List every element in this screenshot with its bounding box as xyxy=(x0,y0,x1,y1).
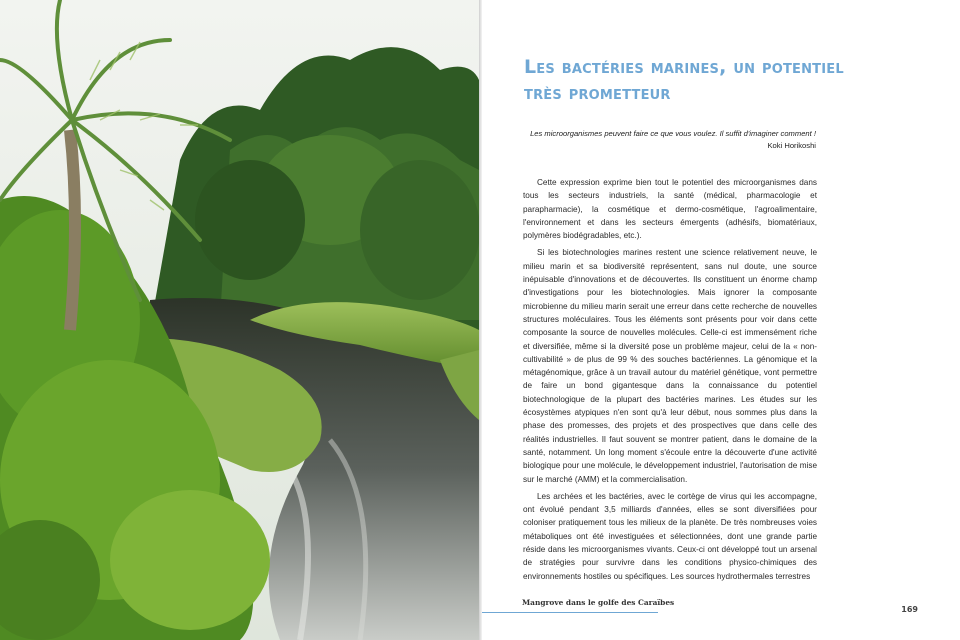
photo-caption: Mangrove dans le golfe des Caraïbes xyxy=(522,598,675,607)
paragraph: Cette expression exprime bien tout le potentiel des microorganismes dans tous les secteurs industriels, la santé (médical, pharmacologie et parapharmacie), la cosmétique et dermo-cosmétique, l'agroalimentaire, l'environnement et dans les secteurs émergents (adhésifs, biomatériaux, polymères biodégradables, etc.). xyxy=(523,178,817,241)
epigraph-quote: Les microorganismes peuvent faire ce que vous voulez. Il suffit d'imaginer comment ! xyxy=(530,129,816,138)
paragraph: Les archées et les bactéries, avec le cortège de virus qui les accompagne, ont évolué pendant 3,5 milliards d'années, elles se sont diversifiées pour coloniser pratiquement tous les milieux de la planète. De très nombreuses voies métaboliques ont été investiguées et sélectionnées, dont une grande partie réside dans les microorganismes vivants. Ceux-ci ont développé tout un arsenal de stratégies pour survivre dans les conditions physico-chimiques des environnements hostiles ou spécifiques. Les sources hydrothermales terrestres xyxy=(523,491,817,581)
page-number: 169 xyxy=(901,605,918,614)
epigraph-author: Koki Horikoshi xyxy=(767,141,816,150)
body-text xyxy=(523,176,817,587)
paragraph: Si les biotechnologies marines restent une science relativement neuve, le milieu marin et sa biodiversité représentent, sans nul doute, une source inépuisable d'innovations et de découvertes. Ils constituent un énorme champ d'investigations pour les biotechnologies. Mais ignorer la composante microbienne du milieu marin serait une erreur dans cette recherche de nouvelles structures moléculaires. Tous les éléments sont présents pour voir dans cette composante la source de nouvelles molécules. Celle-ci est immensément riche et diversifiée, même si la diversité pose un problème majeur, celui de la « non-cultivabilité » de plus de 99 % des souches bactériennes. La génomique et la métagénomique, grâce à un travail autour du matériel génétique, vont permettre de faire un bond gigantesque dans la connaissance du potentiel biotechnologique de la plupart des bactéries marines. Les études sur les écosystèmes atypiques n'en sont qu'à leur début, nous sommes plus dans la phase des promesses, des projets et des prospectives que dans celle des réalités industrielles. Il faut souvent se montrer patient, dans le domaine de la santé, notamment. Un long moment s'écoule entre la découverte d'une activité biologique pour une molécule, le développement industriel, l'autorisation de mise sur le marché (AMM) et la commercialisation. xyxy=(523,248,817,484)
chapter-title xyxy=(524,54,944,106)
mangrove-photo xyxy=(0,0,479,640)
chapter-title-line-1: Les bactéries marines, un potentiel xyxy=(524,56,844,78)
chapter-title-line-2: très prometteur xyxy=(524,82,671,104)
caption-rule xyxy=(482,612,658,613)
text-page xyxy=(482,0,960,640)
epigraph xyxy=(524,128,816,152)
